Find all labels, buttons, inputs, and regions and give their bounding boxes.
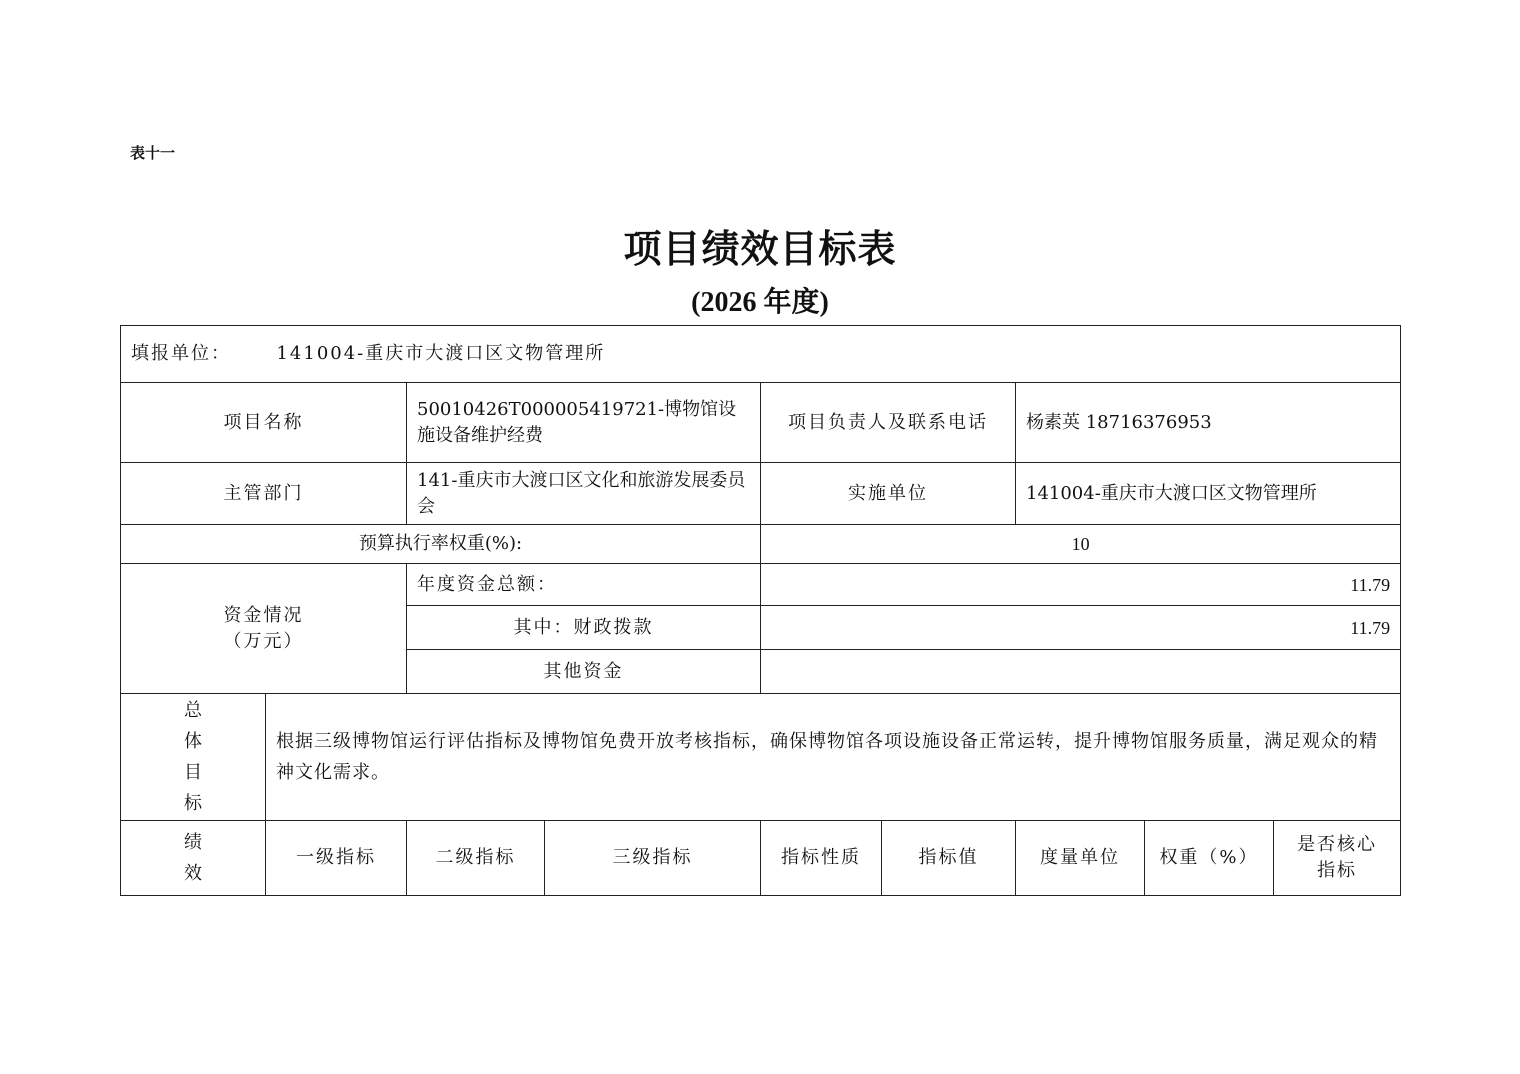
implementing-unit-value: 141004-重庆市大渡口区文物管理所 [1016,463,1401,525]
reporting-unit-cell [121,326,1401,383]
project-name-row [121,383,1401,463]
reporting-unit-label: 填报单位： [131,343,231,364]
project-name-value: 50010426T000005419721-博物馆设施设备维护经费 [407,383,761,463]
funds-total-value: 11.79 [761,564,1401,606]
overall-goal-label-char: 总 [184,700,202,721]
funds-label: 资金情况 [223,604,304,626]
page-title: 项目绩效目标表 [623,226,897,271]
performance-label-char: 绩 [184,832,202,853]
column-header-unit: 度量单位 [1016,821,1145,896]
department-row [121,463,1401,525]
performance-header-row [121,821,1401,896]
performance-label-char: 效 [184,863,202,884]
funds-other-label: 其他资金 [407,650,761,694]
project-name-label: 项目名称 [121,383,407,463]
budget-weight-value: 10 [761,525,1401,564]
funds-label-cell [121,564,407,694]
column-header-weight: 权重（%） [1145,821,1274,896]
reporting-unit-value: 141004-重庆市大渡口区文物管理所 [276,343,606,364]
page-subtitle-year: (2026 年度) [691,287,829,318]
column-header-level3: 三级指标 [545,821,761,896]
department-label: 主管部门 [121,463,407,525]
overall-goal-text: 根据三级博物馆运行评估指标及博物馆免费开放考核指标，确保博物馆各项设施设备正常运转，提升博物馆服务质量，满足观众的精神文化需求。 [266,694,1401,821]
reporting-unit-row [121,326,1401,383]
column-header-level2: 二级指标 [407,821,545,896]
funds-fiscal-value: 11.79 [761,606,1401,650]
funds-total-label: 年度资金总额： [407,564,761,606]
funds-other-value [761,650,1401,694]
project-manager-value: 杨素英 18716376953 [1016,383,1401,463]
column-header-level1: 一级指标 [266,821,407,896]
overall-goal-label-char: 目 [184,762,202,783]
performance-label [121,821,266,896]
overall-goal-row [121,694,1401,821]
overall-goal-label-char: 标 [184,793,202,814]
implementing-unit-label: 实施单位 [761,463,1016,525]
funds-unit-label: （万元） [223,630,304,652]
budget-weight-row [121,525,1401,564]
table-number-label: 表十一 [130,144,176,162]
overall-goal-label [121,694,266,821]
project-manager-label: 项目负责人及联系电话 [761,383,1016,463]
column-header-value: 指标值 [882,821,1016,896]
funds-total-row [121,564,1401,606]
column-header-core: 是否核心指标 [1274,821,1401,896]
overall-goal-label-char: 体 [184,731,202,752]
performance-target-table [120,325,1401,896]
funds-fiscal-label: 其中：财政拨款 [407,606,761,650]
budget-weight-label: 预算执行率权重(%): [121,525,761,564]
column-header-nature: 指标性质 [761,821,882,896]
department-value: 141-重庆市大渡口区文化和旅游发展委员会 [407,463,761,525]
